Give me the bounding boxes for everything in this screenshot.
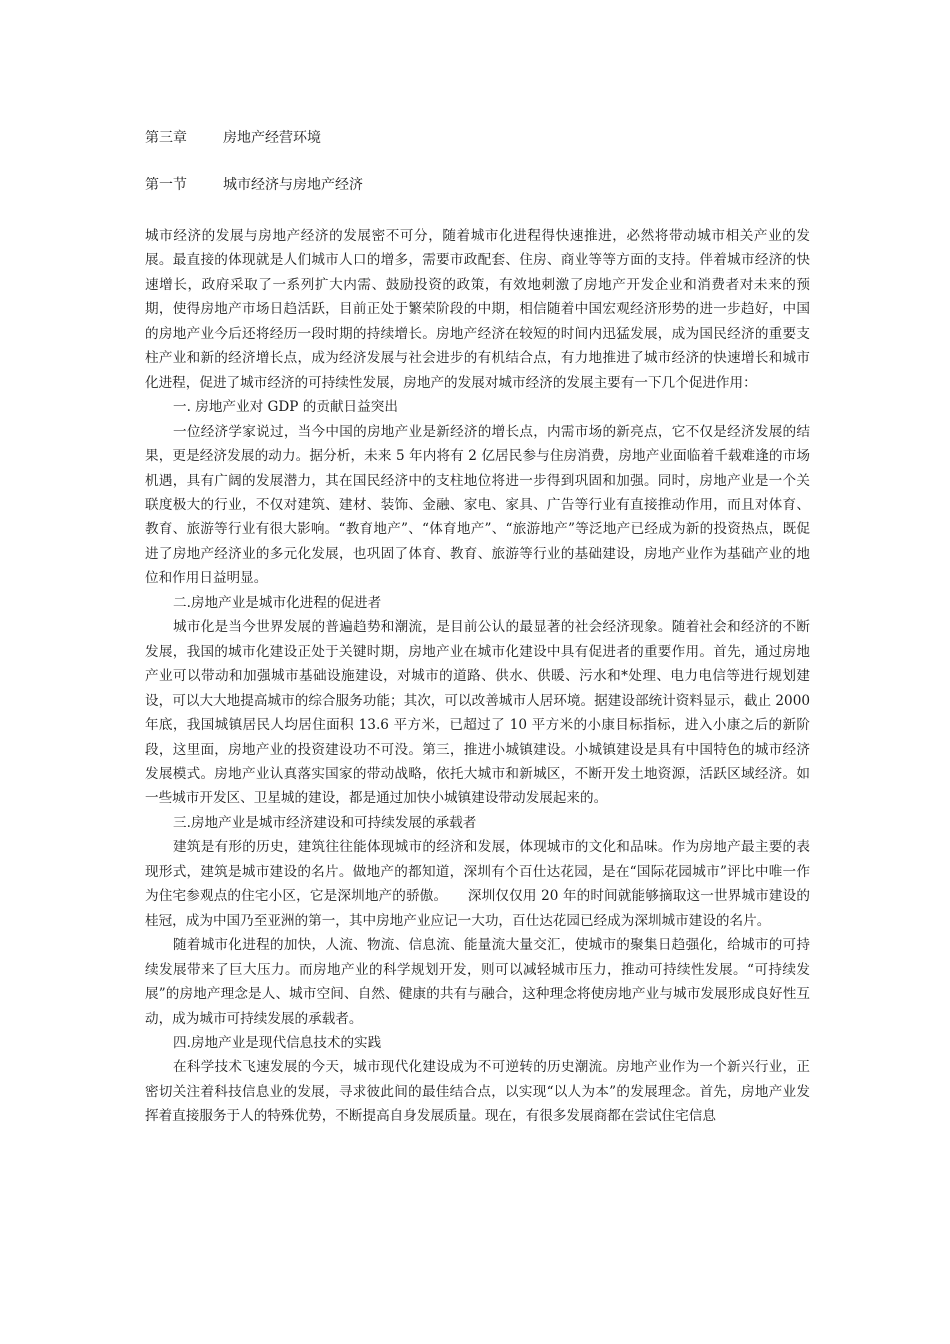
chapter-number: 第三章 bbox=[145, 130, 187, 146]
chapter-heading bbox=[145, 128, 810, 148]
document-page bbox=[145, 118, 810, 1129]
section-heading bbox=[145, 175, 810, 195]
paragraph-1: 一位经济学家说过，当今中国的房地产业是新经济的增长点，内需市场的新亮点，它不仅是经济发展的结果，更是经济发展的动力。据分析，未来 5 年内将有 2 亿居民参与住房消费，房地产业面临着千载难逢的市场机遇，具有广阔的发展潜力，其在国民经济中的支柱地位将进一步得到巩固和加强。同时，房地产业是一个关联度极大的行业，不仅对建筑、建材、装饰、金融、家电、家具、广告等行业有直接推动作用，而且对体育、教育、旅游等行业有很大影响。“教育地产”、“体育地产”、“旅游地产”等泛地产已经成为新的投资热点，既促进了房地产经济业的多元化发展，也巩固了体育、教育、旅游等行业的基础建设，房地产业作为基础产业的地位和作用日益明显。 bbox=[145, 423, 810, 587]
section-number: 第一节 bbox=[145, 177, 187, 193]
section-title: 城市经济与房地产经济 bbox=[223, 177, 363, 193]
subheading-2: 二.房地产业是城市化进程的促进者 bbox=[173, 594, 382, 611]
paragraph-4: 随着城市化进程的加快，人流、物流、信息流、能量流大量交汇，使城市的聚集日趋强化，给城市的可持续发展带来了巨大压力。而房地产业的科学规划开发，则可以减轻城市压力，推动可持续性发展。“可持续发展”的房地产理念是人、城市空间、自然、健康的共有与融合，这种理念将使房地产业与城市发展形成良好性互动，成为城市可持续发展的承载者。 bbox=[145, 937, 810, 1027]
subheading-1: 一. 房地产业对 GDP 的贡献日益突出 bbox=[173, 399, 398, 416]
chapter-title: 房地产经营环境 bbox=[223, 130, 321, 146]
subheading-3: 三.房地产业是城市经济建设和可持续发展的承载者 bbox=[173, 814, 477, 831]
paragraph-3: 建筑是有形的历史，建筑往往能体现城市的经济和发展，体现城市的文化和品味。作为房地产最主要的表现形式，建筑是城市建设的名片。做地产的都知道，深圳有个百仕达花园，是在“国际花园城市”评比中唯一作为住宅参观点的住宅小区，它是深圳地产的骄傲。 深圳仅仅用 20 年的时间就能够摘取这一世界城市建设的桂冠，成为中国乃至亚洲的第一，其中房地产业应记一大功，百仕达花园已经成为深圳城市建设的名片。 bbox=[145, 839, 810, 929]
intro-paragraph: 城市经济的发展与房地产经济的发展密不可分，随着城市化进程得快速推进，必然将带动城市相关产业的发展。最直接的体现就是人们城市人口的增多，需要市政配套、住房、商业等等方面的支持。伴着城市经济的快速增长，政府采取了一系列扩大内需、鼓励投资的政策，有效地刺激了房地产开发企业和消费者对未来的预期，使得房地产市场日趋活跃，目前正处于繁荣阶段的中期，相信随着中国宏观经济形势的进一步趋好，中国的房地产业今后还将经历一段时期的持续增长。房地产经济在较短的时间内迅猛发展，成为国民经济的重要支柱产业和新的经济增长点，成为经济发展与社会进步的有机结合点，有力地推进了城市经济的快速增长和城市化进程，促进了城市经济的可持续性发展，房地产的发展对城市经济的发展主要有一下几个促进作用： bbox=[145, 228, 810, 391]
body-text bbox=[145, 224, 810, 1129]
subheading-4: 四.房地产业是现代信息技术的实践 bbox=[173, 1034, 382, 1051]
paragraph-5: 在科学技术飞速发展的今天，城市现代化建设成为不可逆转的历史潮流。房地产业作为一个新兴行业，正密切关注着科技信息业的发展，寻求彼此间的最佳结合点，以实现“以人为本”的发展理念。首先，房地产业发挥着直接服务于人的特殊优势，不断提高自身发展质量。现在，有很多发展商都在尝试住宅信息 bbox=[145, 1059, 810, 1125]
paragraph-2: 城市化是当今世界发展的普遍趋势和潮流，是目前公认的最显著的社会经济现象。随着社会和经济的不断发展，我国的城市化建设正处于关键时期，房地产业在城市化建设中具有促进者的重要作用。首先，通过房地产业可以带动和加强城市基础设施建设，对城市的道路、供水、供暖、污水和*处理、电力电信等进行规划建设，可以大大地提高城市的综合服务功能；其次，可以改善城市人居环境。据建设部统计资料显示，截止 2000 年底，我国城镇居民人均居住面积 13.6 平方米，已超过了 10 平方米的小康目标指标，进入小康之后的新阶段，这里面，房地产业的投资建设功不可没。第三，推进小城镇建设。小城镇建设是具有中国特色的城市经济发展模式。房地产业认真落实国家的带动战略，依托大城市和新城区，不断开发土地资源，活跃区域经济。如一些城市开发区、卫星城的建设，都是通过加快小城镇建设带动发展起来的。 bbox=[145, 619, 810, 807]
